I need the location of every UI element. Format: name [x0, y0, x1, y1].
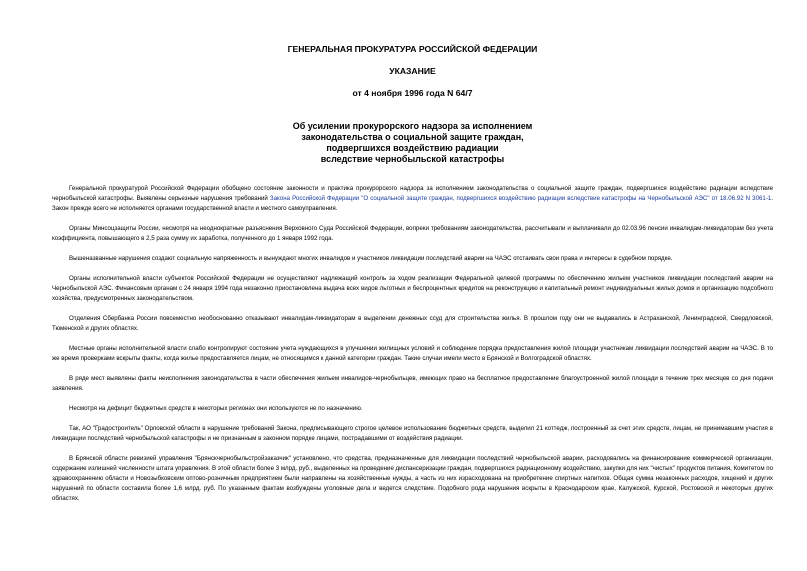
- document-page: [52, 0, 773, 571]
- paragraph-text: Генеральной прокуратурой Российской Федерации обобщено состояние законности и практика прокурорского надзора за исполнением законодательства о социальной защите граждан, подвергшихся воздействию радиации вследствие чернобыльской катастрофы. Выявлены серьезные нарушения требований: [52, 185, 773, 202]
- paragraph: Несмотря на дефицит бюджетных средств в некоторых регионах они используются не по назначению.: [69, 405, 363, 412]
- law-reference-link[interactable]: Закона Российской Федерации "О социальной защите граждан, подвергшихся воздействию радиации вследствие катастрофы на Чернобыльской АЭС" от 18.06.92 N 3061-1: [269, 195, 772, 202]
- paragraph: Органы Минсоцзащиты России, несмотря на неоднократные разъяснения Верховного Суда Российской Федерации, вопреки требованиям законодательства, рассчитывали и выплачивали до 02.03.96 пенсии инвалидам-ликвидаторам без учета коэффициента, повышающего в 2,5 раза сумму их заработка, полученного до 1 января 1992 года.: [52, 225, 773, 242]
- document-title: [52, 121, 773, 165]
- title-line: вследствие чернобыльской катастрофы: [320, 154, 505, 164]
- paragraph: В Брянской области ревизией управления "Брянскчернобыльстройзаказчик" установлено, что средства, предназначенные для ликвидации последствий чернобыльской аварии, расходовались на финансирование коммерческой организации, содержание излишней численности штата управления. В этой области более 3 млрд. руб., выделенных на проведение диспансеризации граждан, подвергшихся радиационному воздействию, закупки для них "чистых" продуктов питания, Комитетом по здравоохранению области и Новозыбковским оптово-розничным предприятием были направлены на хозяйственные нужды, а часть из них израсходована на приобретение спиртных напитков. Общая сумма незаконных расходов, хищений и других нарушений по области составила более 1,6 млрд. руб. По указанным фактам возбуждены уголовные дела и ведется следствие. Подобного рода нарушения вскрыты в Краснодарском крае, Калужской, Курской, Ростовской и некоторых других областях.: [52, 455, 773, 502]
- title-line: законодательства о социальной защите граждан,: [301, 132, 524, 142]
- paragraph: [52, 184, 773, 214]
- title-line: Об усилении прокурорского надзора за исполнением: [292, 121, 533, 131]
- paragraph: Местные органы исполнительной власти слабо контролируют состояние учета нуждающихся в улучшении жилищных условий и соблюдение порядка предоставления жилой площади участникам ликвидации последствий аварии на ЧАЭС. В то же время проверками вскрыты факты, когда жилье предоставляется лицам, не относящимся к данной категории граждан. Такие случаи имели место в Брянской и Волгоградской областях.: [52, 345, 773, 362]
- paragraph: Вышеназванные нарушения создают социальную напряженность и вынуждают многих инвалидов и участников ликвидации последствий аварии на ЧАЭС отстаивать свои права и интересы в судебном порядке.: [69, 255, 673, 262]
- document-body: [52, 184, 773, 514]
- paragraph: Органы исполнительной власти субъектов Российской Федерации не осуществляют надлежащий контроль за ходом реализации Федеральной целевой программы по обеспечению жильем участников ликвидации последствий аварии на Чернобыльской АЭС. Финансовым органам с 24 января 1994 года незаконно приостановлена выдача всех видов льготных и беспроцентных кредитов на реконструкцию и капитальный ремонт индивидуальных жилых домов и организацию подсобного хозяйства, предусмотренных законодательством.: [52, 275, 773, 302]
- title-line: подвергшихся воздействию радиации: [326, 143, 499, 153]
- paragraph: В ряде мест выявлены факты неисполнения законодательства в части обеспечения жильем инвалидов-чернобыльцев, имеющих право на бесплатное предоставление благоустроенной жилой площади в течение трех месяцев со дня подачи заявления.: [52, 375, 773, 392]
- issuing-authority: ГЕНЕРАЛЬНАЯ ПРОКУРАТУРА РОССИЙСКОЙ ФЕДЕРАЦИИ: [287, 44, 538, 54]
- paragraph: Так, АО "Градостроитель" Орловской области в нарушение требований Закона, предписывающего строгое целевое использование бюджетных средств, выделил 21 коттедж, построенный за счет этих средств, лицам, не принимавшим участия в ликвидации последствий чернобыльской катастрофы и не признанным в законном порядке лицами, пострадавшими от воздействия радиации.: [52, 425, 773, 442]
- document-date-number: от 4 ноября 1996 года N 64/7: [352, 88, 473, 98]
- paragraph-text: . Закон прежде всего не исполняется органами государственной власти и местного самоуправления.: [52, 195, 773, 212]
- paragraph: Отделения Сбербанка России повсеместно необоснованно отказывают инвалидам-ликвидаторам в выделении денежных ссуд для строительства жилья. В прошлом году они не выдавались в Астраханской, Ленинградской, Свердловской, Тюменской и других областях.: [52, 315, 773, 332]
- document-type: УКАЗАНИЕ: [389, 66, 436, 76]
